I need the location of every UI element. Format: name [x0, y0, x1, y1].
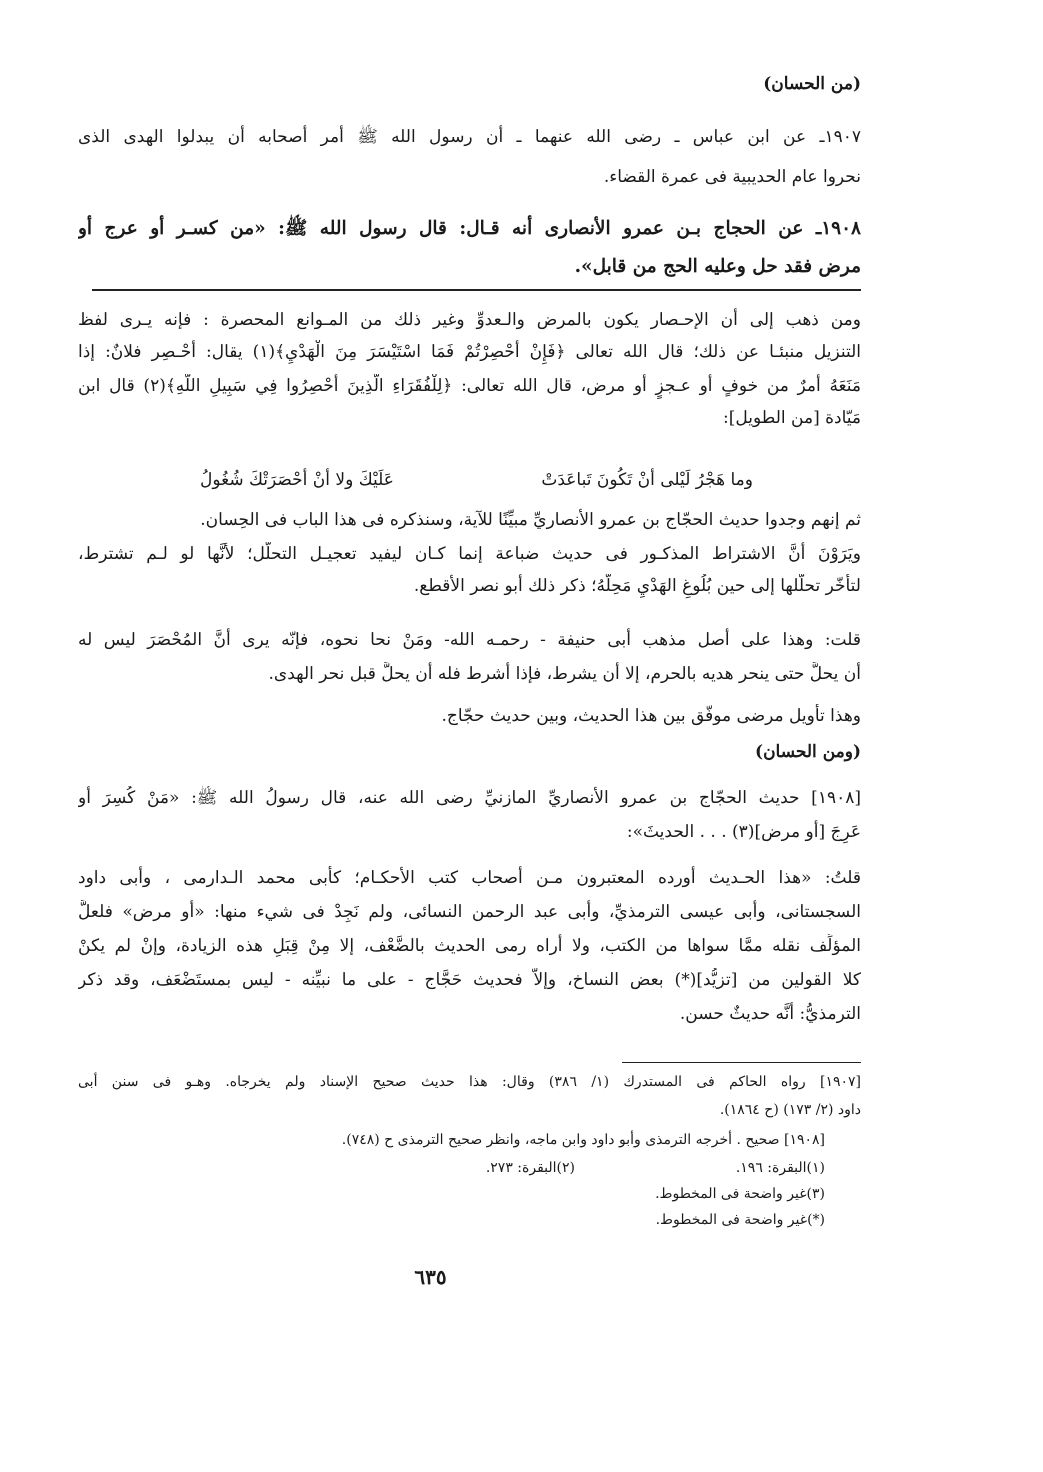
- footnote-2: (٢)البقرة: ٢٧٣.: [485, 1160, 575, 1176]
- commentary-line: ثم إنهم وجدوا حديث الحجّاج بن عمرو الأنصاريِّ مبيِّنًا للآية، وسنذكره فى هذا الباب فى الحِسان.: [200, 510, 861, 530]
- commentary-line: أن يحلَّ حتى ينحر هديه بالحرم، إلا أن يشرط، فإذا أشرط فله أن يحلَّ قبل نحر الهدى.: [268, 664, 861, 684]
- footnote-separator: [622, 1062, 861, 1063]
- footnote-3: (٣)غير واضحة فى المخطوط.: [655, 1186, 825, 1202]
- section-heading-wa-min-hisan: [78, 740, 861, 766]
- commentary-line: ويَرَوْنَ أنَّ الاشتراط المذكـور فى حديث ضباعة إنما كـان ليفيد تعجيـل التحلّل؛ لأنَّها لو لـم تشترط،: [78, 544, 861, 564]
- footnote-star: (*)غير واضحة فى المخطوط.: [655, 1212, 825, 1228]
- commentary-line: قلت: وهذا على أصل مذهب أبى حنيفة - رحمـه الله- ومَنْ نحا نحوه، فإنّه يرى أنَّ المُحْصَرَ ليس له: [78, 630, 861, 650]
- text-separator: [92, 289, 861, 291]
- footnote-1907-line: [١٩٠٧] رواه الحاكم فى المستدرك (١/ ٣٨٦) وقال: هذا حديث صحيح الإسناد ولم يخرجاه. وهـو فى سنن أبى: [78, 1074, 861, 1090]
- commentary-line: ومن ذهب إلى أن الإحـصار يكون بالمرض والـعدوِّ وغير ذلك من المـوانع المحصرة : فإنه يـرى لفظ: [78, 310, 861, 330]
- commentary-line: الترمذيُّ: أنَّه حديثٌ حسن.: [679, 1004, 861, 1024]
- footnote-1908: [١٩٠٨] صحيح . أخرجه الترمذى وأبو داود وابن ماجه، وانظر صحيح الترمذى ح (٧٤٨).: [341, 1132, 825, 1148]
- heading-text: (من الحسان): [763, 74, 861, 94]
- commentary-line: التنزيل منبئـا عن ذلك؛ قال الله تعالى ﴿فَإِنْ أُحْصِرْتُمْ فَمَا اسْتَيْسَرَ مِنَ الْهَدْيِ﴾(١) يقال: أُحْـصِر فلانٌ: إذا: [78, 342, 861, 362]
- commentary-para-1: [78, 308, 861, 438]
- commentary-line: وهذا تأويل مرضى موفّق بين هذا الحديث، وبين حديث حجّاج.: [441, 706, 861, 726]
- footnote-1: (١)البقرة: ١٩٦.: [735, 1160, 825, 1176]
- commentary-para-7: [78, 866, 861, 1036]
- commentary-line: المؤلِّف نقله ممَّا سواها من الكتب، ولا أراه رمى الحديث بالضَّعْف، إلا مِنْ قِبَلِ هذه الزيادة، وإنْ لم يكنْ: [78, 936, 861, 956]
- heading-text: (ومن الحسان): [755, 742, 861, 762]
- commentary-para-4: [78, 628, 861, 696]
- commentary-para-5: [78, 704, 861, 736]
- hadith-1907-line-2: نحروا عام الحديبية فى عمرة القضاء.: [603, 167, 861, 187]
- commentary-line: [١٩٠٨] حديث الحجّاج بن عمرو الأنصاريِّ المازنيِّ رضى الله عنه، قال رسولُ الله ﷺ: «مَنْ كُسِرَ أو: [78, 788, 861, 808]
- commentary-line: السجستانى، وأبى عيسى الترمذيِّ، وأبى عبد الرحمن النسائى، ولم نَجِدْ فى شيء منها: «أو مرض» فلعلَّ: [78, 902, 861, 922]
- commentary-line: عَرِجَ [أو مرض](٣) . . . الحديثَ»:: [626, 822, 861, 842]
- section-heading-hisan: [78, 72, 861, 98]
- footnotes: [78, 1072, 861, 1236]
- commentary-line: لتأخّر تحلُّلها إلى حين بُلُوغِ الهَدْيِ مَحِلَّهُ؛ ذكر ذلك أبو نصر الأقطع.: [413, 576, 861, 596]
- footnote-1907-line: داود (٢/ ١٧٣) (ح ١٨٦٤).: [719, 1102, 861, 1118]
- hadith-1907: [78, 122, 861, 196]
- page-number: ٦٣٥: [414, 1265, 447, 1289]
- poetry-verse: [200, 470, 753, 490]
- commentary-para-6: [78, 786, 861, 854]
- verse-hemistich-first: وما هَجْرُ لَيْلى أنْ تَكُونَ تَباعَدَتْ: [541, 470, 753, 490]
- commentary-para-3: [78, 542, 861, 608]
- verse-hemistich-second: عَلَيْكَ ولا أنْ أحْصَرَتْكَ شُغُولُ: [200, 470, 394, 490]
- hadith-1908: [78, 214, 861, 286]
- commentary-line: مَنَعَهُ أمرٌ من خوفٍ أو عـجزٍ أو مرض، قال الله تعالى: ﴿لِلْفُقَرَاءِ الَّذِينَ أُحْصِرُوا فِي سَبِيلِ اللَّهِ﴾(٢) قال ابن: [78, 376, 861, 396]
- hadith-1908-line-2: مرض فقد حل وعليه الحج من قابل».: [574, 256, 861, 277]
- commentary-line: مَيّادة [من الطويل]:: [723, 408, 861, 428]
- commentary-para-2: [78, 508, 861, 540]
- commentary-line: قلتُ: «هذا الحـديث أورده المعتبرون مـن أصحاب كتب الأحكـام؛ كأبى محمد الـدارمى ، وأبى داود: [78, 868, 861, 888]
- hadith-1907-line-1: ١٩٠٧ـ عن ابن عباس ـ رضى الله عنهما ـ أن رسول الله ﷺ أمر أصحابه أن يبدلوا الهدى الذى: [78, 127, 861, 147]
- commentary-line: كلا القولين من [تزيُّد](*) بعض النساخ، وإلاَّ فحديث حَجَّاج - على ما نبيِّنه - ليس بمستَضْعَف، وقد ذكر: [78, 970, 861, 990]
- hadith-1908-line-1: ١٩٠٨ـ عن الحجاج بـن عمرو الأنصارى أنه قـال: قال رسول الله ﷺ: «من كسـر أو عرج أو: [78, 218, 861, 239]
- footnote-row-quran: [78, 1158, 861, 1184]
